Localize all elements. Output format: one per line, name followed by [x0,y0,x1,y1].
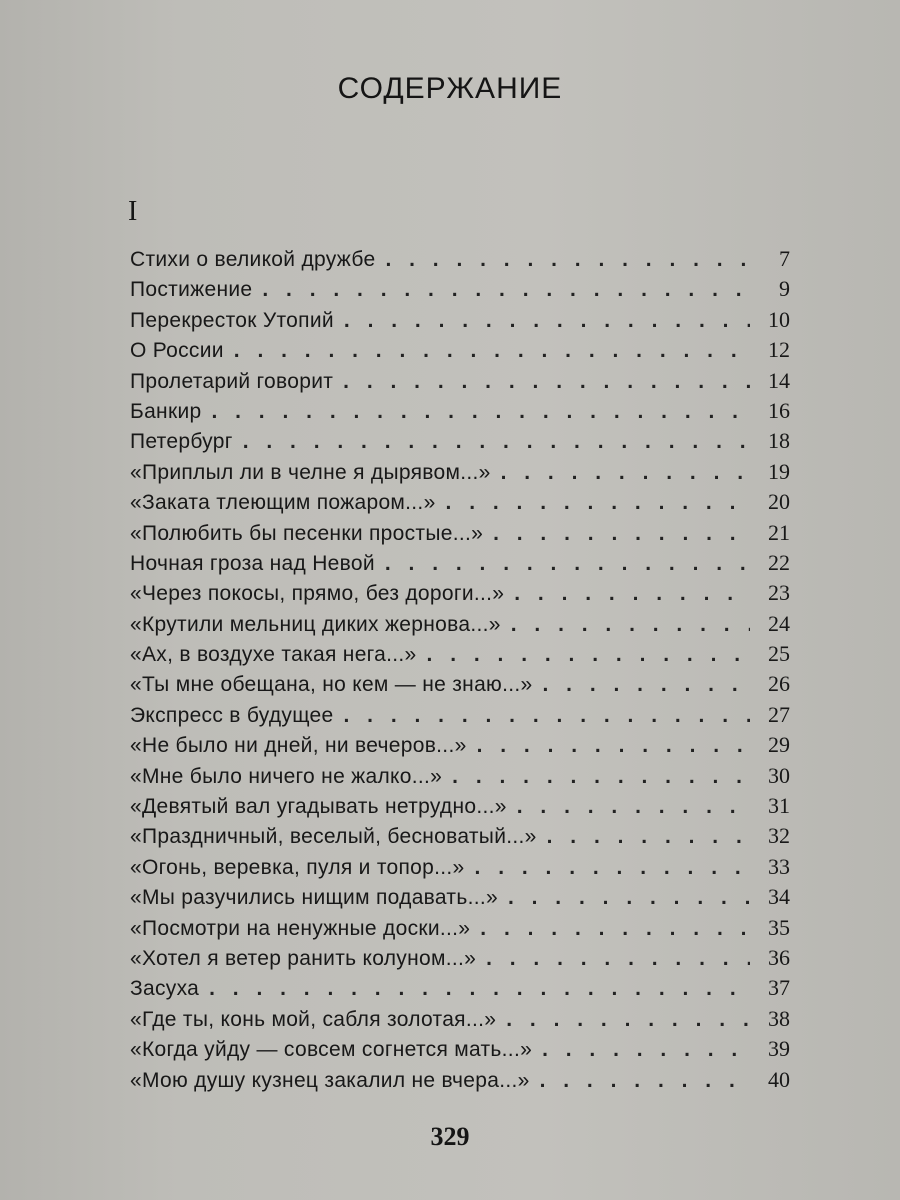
toc-entry-title: «Мне было ничего не жалко...» [130,764,443,788]
toc-entry-page: 25 [768,641,790,667]
toc-entry-page: 31 [768,793,790,819]
toc-entry [130,945,790,975]
toc-entry-title: Пролетарий говорит [130,369,334,393]
toc-entry-page: 18 [768,428,790,454]
toc-leader-dots [344,704,751,728]
toc-entry-title: «Огонь, веревка, пуля и топор...» [130,855,465,879]
toc-entry-title: «Крутили мельниц диких жернова...» [130,612,501,636]
toc-entry-title: «Не было ни дней, ни вечеров...» [130,734,467,758]
toc-entry [130,702,790,732]
toc-entry-page: 40 [768,1066,790,1092]
toc-entry [130,1006,790,1036]
toc-entry [130,823,790,853]
toc-leader-dots [343,370,750,394]
toc-leader-dots [475,856,750,880]
toc-entry-title: Постижение [130,278,253,302]
toc-entry [130,763,790,793]
toc-entry [130,550,790,580]
toc-leader-dots [234,339,750,363]
toc-entry-page: 36 [768,944,790,970]
toc-entry [130,398,790,428]
toc-entry-page: 26 [768,671,790,697]
toc-leader-dots [452,765,750,789]
toc-entry [130,307,790,337]
toc-entry [130,459,790,489]
toc-entry [130,671,790,701]
toc-leader-dots [542,673,750,697]
toc-entry [130,854,790,884]
toc-leader-dots [427,643,750,667]
toc-leader-dots [517,795,750,819]
toc-entry-page: 12 [768,337,790,363]
toc-entry-page: 23 [768,580,790,606]
toc-entry-title: «Праздничный, веселый, бесноватый...» [130,825,537,849]
toc-entry-page: 16 [768,397,790,423]
toc-entry-title: Ночная гроза над Невой [130,551,375,575]
toc-entry [130,915,790,945]
toc-entry [130,368,790,398]
toc-entry-title: «Полюбить бы песенки простые...» [130,521,484,545]
toc-entry [130,428,790,458]
toc-entry-title: «Заката тлеющим пожаром...» [130,491,436,515]
toc-entry [130,276,790,306]
toc-leader-dots [209,977,750,1001]
toc-entry-page: 7 [779,246,790,271]
toc-entry-title: Банкир [130,399,202,423]
toc-leader-dots [540,1069,750,1093]
toc-entry [130,580,790,610]
toc-leader-dots [508,886,750,910]
toc-leader-dots [501,461,750,485]
toc-entry-title: Перекресток Утопий [130,308,334,332]
toc-entry-title: О России [130,339,224,363]
toc-entry-title: «Через покосы, прямо, без дороги...» [130,582,505,606]
toc-entry-title: «Ах, в воздухе такая нега...» [130,643,417,667]
toc-entry-page: 37 [768,975,790,1001]
toc-entry [130,793,790,823]
toc-entry-page: 21 [768,519,790,545]
toc-entry [130,884,790,914]
toc-leader-dots [506,1008,750,1032]
toc-leader-dots [480,917,750,941]
toc-entry-page: 38 [768,1005,790,1031]
toc-entry-title: «Хотел я ветер ранить колуном...» [130,946,477,970]
toc-entry [130,1067,790,1097]
toc-entry-page: 20 [768,489,790,515]
toc-entry-title: Засуха [130,977,200,1001]
toc-entry-page: 35 [768,914,790,940]
toc-entry-page: 34 [768,884,790,910]
toc-entry-page: 30 [768,762,790,788]
toc-entry-page: 24 [768,610,790,636]
toc-entry-page: 10 [768,306,790,332]
page-number: 329 [430,1122,470,1151]
toc-entry [130,611,790,641]
toc-entry-page: 39 [768,1036,790,1062]
toc-entry-page: 14 [768,367,790,393]
toc-leader-dots [262,278,750,302]
toc-leader-dots [243,430,750,454]
toc-leader-dots [211,400,750,424]
toc-entry-title: «Приплыл ли в челне я дырявом...» [130,460,491,484]
toc-entry [130,641,790,671]
page-title: СОДЕРЖАНИЕ [337,72,563,105]
toc-leader-dots [477,734,750,758]
toc-entry [130,489,790,519]
toc-entry-title: Стихи о великой дружбе [130,248,376,271]
toc-leader-dots [385,248,750,272]
toc-entry-page: 29 [768,732,790,758]
toc-entry-title: «Мы разучились нищим подавать...» [130,886,498,910]
toc-leader-dots [547,825,750,849]
toc-entry-title: «Мою душу кузнец закалил не вчера...» [130,1068,530,1092]
section-label: I [128,196,138,227]
toc-entry-page: 33 [768,853,790,879]
toc-entry [130,1036,790,1066]
toc-entry [130,337,790,367]
toc-entry-page: 32 [768,823,790,849]
toc-entry-page: 9 [779,276,790,302]
toc-entry-title: «Ты мне обещана, но кем — не знаю...» [130,673,533,697]
toc-leader-dots [344,309,750,333]
toc-entry-page: 22 [768,549,790,575]
toc-entry-page: 27 [768,701,790,727]
toc-leader-dots [486,947,750,971]
toc-entry-title: Петербург [130,430,233,454]
toc-leader-dots [446,491,750,515]
toc-leader-dots [511,613,750,637]
toc-entry-title: «Посмотри на ненужные доски...» [130,916,471,940]
toc-entry [130,520,790,550]
toc-leader-dots [385,552,750,576]
toc-entry-title: «Девятый вал угадывать нетрудно...» [130,795,507,819]
toc-leader-dots [514,582,750,606]
toc-entry-title: Экспресс в будущее [130,703,334,727]
toc-entry-title: «Где ты, конь мой, сабля золотая...» [130,1007,497,1031]
toc-entry-page: 19 [768,458,790,484]
toc-entry-title: «Когда уйду — совсем согнется мать...» [130,1038,533,1062]
toc-entry [130,732,790,762]
toc-leader-dots [542,1038,750,1062]
toc-entry [130,246,790,276]
toc-entry [130,975,790,1005]
table-of-contents [130,246,790,1097]
toc-leader-dots [493,522,750,546]
